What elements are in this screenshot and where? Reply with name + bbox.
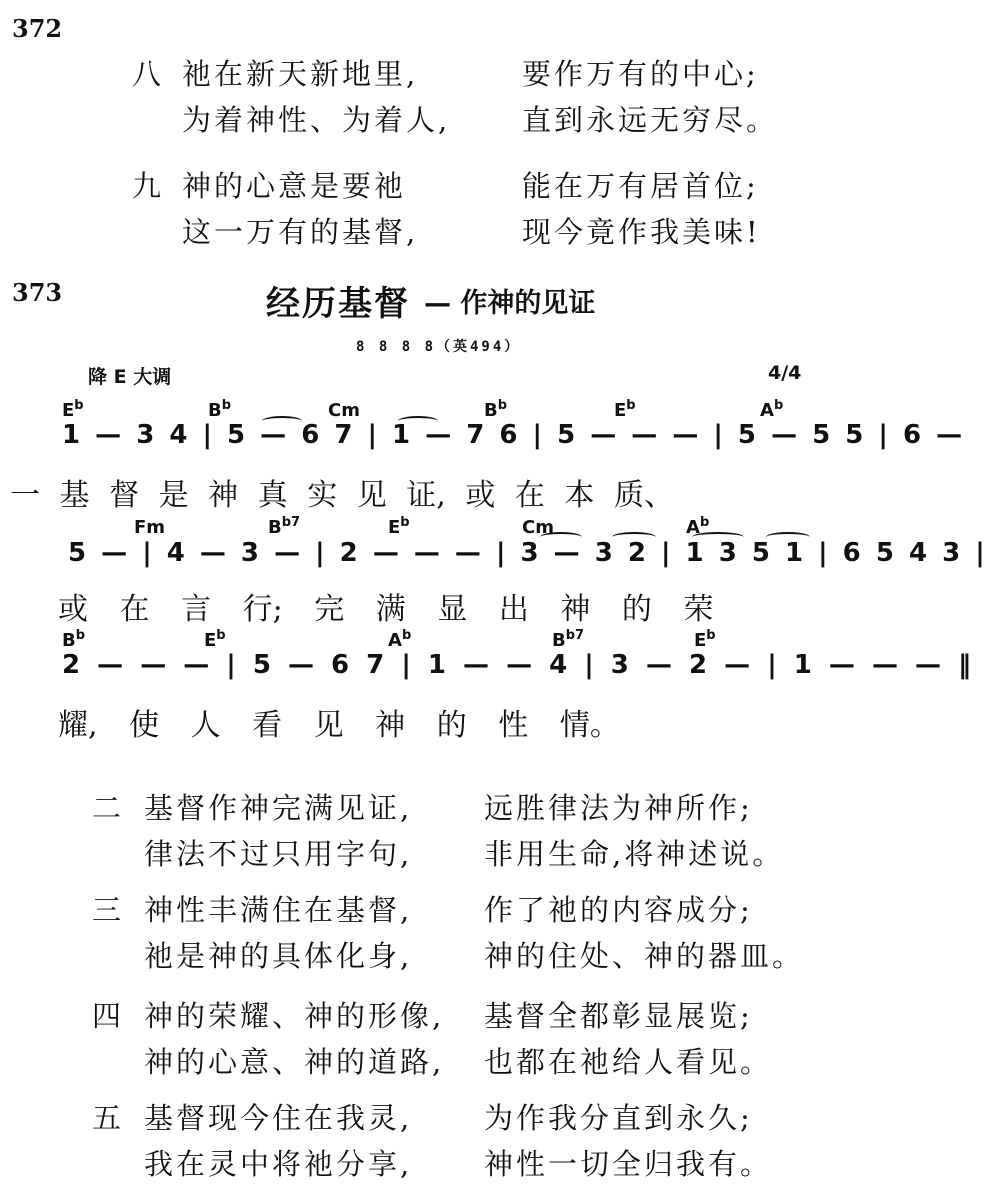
lyric-line: 耀, 使 人 看 见 神 的 性 情。 bbox=[58, 708, 620, 743]
time-signature: 4/4 bbox=[768, 362, 802, 384]
slur bbox=[540, 532, 582, 542]
meter: 8 8 8 8（英494） bbox=[356, 339, 522, 355]
stanza-line: 要作万有的中心; bbox=[522, 57, 759, 91]
stanza-line: 这一万有的基督, bbox=[182, 215, 419, 249]
stanza-line: 律法不过只用字句, bbox=[144, 837, 413, 871]
stanza-line: 神性一切全归我有。 bbox=[484, 1147, 773, 1181]
stanza-line: 非用生命,将神述说。 bbox=[484, 837, 785, 871]
stanza-line: 基督现今住在我灵, bbox=[144, 1101, 413, 1135]
lyric-line: 或 在 言 行; 完 满 显 出 神 的 荣 bbox=[58, 592, 714, 627]
hymn-number-372: 372 bbox=[12, 14, 63, 43]
chord: Fm bbox=[134, 517, 166, 538]
stanza-number: 八 bbox=[132, 57, 162, 91]
stanza-line: 祂是神的具体化身, bbox=[144, 939, 413, 973]
slur bbox=[692, 532, 744, 542]
chord: $B^{b7}$ bbox=[268, 515, 301, 538]
stanza-line: 我在灵中将祂分享, bbox=[144, 1147, 413, 1181]
stanza-number: 五 bbox=[92, 1101, 122, 1135]
stanza-line: 为作我分直到永久; bbox=[484, 1101, 753, 1135]
chord: Cm bbox=[328, 400, 360, 421]
slur bbox=[262, 416, 302, 426]
notation-line: 2 — — — | 5 — 6 7 | 1 — — 4 | 3 — 2 — | 1 — — — ‖ bbox=[62, 650, 972, 680]
chord: $E^b$ bbox=[62, 398, 84, 421]
hymn-subtitle: — 作神的见证 bbox=[424, 288, 596, 319]
chord: Cm bbox=[522, 517, 554, 538]
slur bbox=[398, 416, 438, 426]
stanza-line: 基督全都彰显展览; bbox=[484, 999, 753, 1033]
stanza-number: 三 bbox=[92, 893, 122, 927]
stanza-line: 神的心意是要祂 bbox=[182, 169, 407, 203]
stanza-line: 也都在祂给人看见。 bbox=[484, 1045, 773, 1079]
stanza-line: 现今竟作我美味! bbox=[522, 215, 761, 249]
stanza-line: 为着神性、为着人, bbox=[182, 103, 451, 137]
stanza-line: 神的荣耀、神的形像, bbox=[144, 999, 445, 1033]
chord: $B^b$ bbox=[484, 398, 508, 421]
chord: $B^{b7}$ bbox=[552, 628, 585, 651]
hymn-number-373: 373 bbox=[12, 278, 63, 307]
stanza-line: 神的住处、神的器皿。 bbox=[484, 939, 805, 973]
chord: $B^b$ bbox=[62, 628, 86, 651]
chord: $E^b$ bbox=[614, 398, 636, 421]
stanza-number: 九 bbox=[132, 169, 162, 203]
stanza-line: 作了祂的内容成分; bbox=[484, 893, 753, 927]
slur bbox=[612, 532, 656, 542]
stanza-line: 直到永远无穷尽。 bbox=[522, 103, 779, 137]
key-signature: 降 E 大调 bbox=[88, 366, 172, 388]
chord: $E^b$ bbox=[204, 628, 226, 651]
chord: $A^b$ bbox=[686, 515, 710, 538]
notation-line: 5 — | 4 — 3 — | 2 — — — | 3 — 3 2 | 1 3 5 1 | 6 5 4 3 | bbox=[68, 538, 985, 568]
hymn-title: 经历基督 bbox=[266, 284, 410, 324]
chord: $B^b$ bbox=[208, 398, 232, 421]
stanza-line: 基督作神完满见证, bbox=[144, 791, 413, 825]
stanza-line: 祂在新天新地里, bbox=[182, 57, 419, 91]
chord: $A^b$ bbox=[760, 398, 784, 421]
chord: $E^b$ bbox=[694, 628, 716, 651]
notation-line: 1 — 3 4 | 5 — 6 7 | 1 — 7 6 | 5 — — — | 5 — 5 5 | 6 — bbox=[62, 420, 963, 450]
stanza-line: 远胜律法为神所作; bbox=[484, 791, 753, 825]
stanza-line: 能在万有居首位; bbox=[522, 169, 759, 203]
stanza-number: 二 bbox=[92, 791, 122, 825]
chord: $E^b$ bbox=[388, 515, 410, 538]
chord: $A^b$ bbox=[388, 628, 412, 651]
slur bbox=[766, 532, 810, 542]
stanza-line: 神的心意、神的道路, bbox=[144, 1045, 445, 1079]
stanza-number: 四 bbox=[92, 999, 122, 1033]
stanza-line: 神性丰满住在基督, bbox=[144, 893, 413, 927]
lyric-line: 一 基 督 是 神 真 实 见 证, 或 在 本 质、 bbox=[10, 478, 674, 513]
